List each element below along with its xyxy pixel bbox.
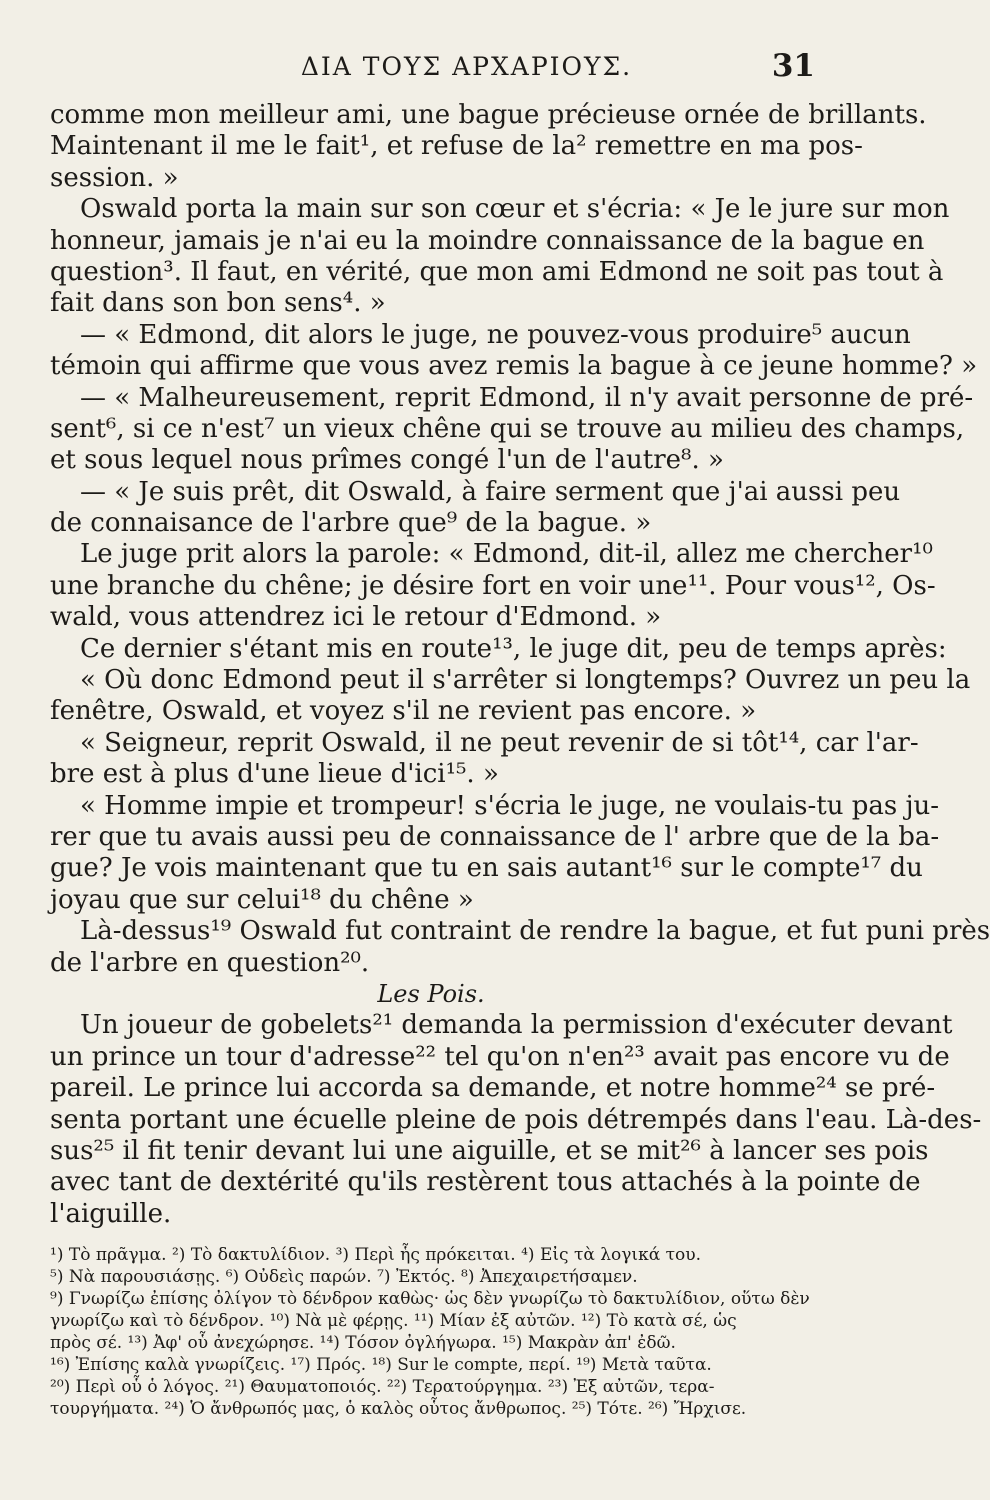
text-line: Oswald porta la main sur son cœur et s'écria: « Je le jure sur mon [80, 194, 950, 225]
text-line: « Où donc Edmond peut il s'arrêter si longtemps? Ouvrez un peu la [80, 665, 971, 696]
text-line: session. » [50, 162, 179, 193]
page-number: 31 [771, 48, 815, 84]
running-title: ΔΙΑ ΤΟΥΣ ΑΡΧΑΡΙΟΥΣ. [300, 52, 633, 81]
footnote-line: ¹) Τὸ πρᾶγμα. ²) Τὸ δακτυλίδιον. ³) Περὶ ἧς πρόκειται. ⁴) Εἰς τὰ λογικά του. [50, 1245, 701, 1265]
section-heading: Les Pois. [377, 979, 485, 1008]
text-line: l'aiguille. [50, 1198, 172, 1229]
footnote-line: τουργήματα. ²⁴) Ὁ ἄνθρωπός μας, ὁ καλὸς οὗτος ἄνθρωπος. ²⁵) Τότε. ²⁶) Ἤρχισε. [50, 1399, 747, 1419]
text-line: rer que tu avais aussi peu de connaissance de l' arbre que de la ba- [50, 821, 940, 852]
footnote-line: ⁹) Γνωρίζω ἐπίσης ὀλίγον τὸ δένδρον καθὼς· ὡς δὲν γνωρίζω τὸ δακτυλίδιον, οὕτω δὲν [50, 1289, 810, 1309]
text-line: — « Je suis prêt, dit Oswald, à faire serment que j'ai aussi peu [80, 476, 901, 507]
text-line: — « Edmond, dit alors le juge, ne pouvez-vous produire⁵ aucun [80, 319, 911, 350]
footnote-line: γνωρίζω καὶ τὸ δένδρον. ¹⁰) Νὰ μὲ φέρῃς. ¹¹) Μίαν ἐξ αὐτῶν. ¹²) Τὸ κατὰ σέ, ὡς [50, 1311, 737, 1331]
text-line: fenêtre, Oswald, et voyez s'il ne revient pas encore. » [50, 696, 757, 727]
text-line: question³. Il faut, en vérité, que mon ami Edmond ne soit pas tout à [50, 256, 944, 287]
footnote-line: ²⁰) Περὶ οὗ ὁ λόγος. ²¹) Θαυματοποιός. ²²) Τερατούργημα. ²³) Ἐξ αὐτῶν, τερα- [50, 1377, 715, 1397]
text-line: bre est à plus d'une lieue d'ici¹⁵. » [50, 759, 499, 790]
text-line: témoin qui affirme que vous avez remis la bague à ce jeune homme? » [50, 351, 978, 382]
text-line: Le juge prit alors la parole: « Edmond, dit-il, allez me chercher¹⁰ [80, 539, 933, 570]
text-line: de connaisance de l'arbre que⁹ de la bague. » [50, 508, 652, 539]
text-line: honneur, jamais je n'ai eu la moindre connaissance de la bague en [50, 225, 925, 256]
text-line: pareil. Le prince lui accorda sa demande, et notre homme²⁴ se pré- [50, 1073, 936, 1104]
text-line: « Seigneur, reprit Oswald, il ne peut revenir de si tôt¹⁴, car l'ar- [80, 727, 919, 758]
page-header [0, 48, 933, 88]
text-line: fait dans son bon sens⁴. » [50, 288, 386, 319]
body-text [50, 100, 990, 1230]
text-line: une branche du chêne; je désire fort en voir une¹¹. Pour vous¹², Os- [50, 570, 936, 601]
text-line: Là-dessus¹⁹ Oswald fut contraint de rendre la bague, et fut puni près [80, 916, 990, 947]
text-line: senta portant une écuelle pleine de pois détrempés dans l'eau. Là-des- [50, 1104, 982, 1135]
text-line: Maintenant il me le fait¹, et refuse de la² remettre en ma pos- [50, 131, 863, 162]
text-line: de l'arbre en question²⁰. [50, 947, 370, 978]
text-line: Un joueur de gobelets²¹ demanda la permission d'exécuter devant [80, 1010, 953, 1041]
footnote-line: ⁵) Νὰ παρουσιάσῃς. ⁶) Οὐδεὶς παρών. ⁷) Ἐκτός. ⁸) Ἀπεχαιρετήσαμεν. [50, 1267, 638, 1287]
text-line: — « Malheureusement, reprit Edmond, il n'y avait personne de pré- [80, 382, 974, 413]
footnotes [50, 1244, 820, 1420]
text-line: Ce dernier s'étant mis en route¹³, le juge dit, peu de temps après: [80, 633, 947, 664]
text-line: comme mon meilleur ami, une bague précieuse ornée de brillants. [50, 100, 927, 130]
text-line: « Homme impie et trompeur! s'écria le juge, ne voulais-tu pas ju- [80, 790, 940, 821]
text-line: gue? Je vois maintenant que tu en sais autant¹⁶ sur le compte¹⁷ du [50, 853, 923, 884]
text-line: sent⁶, si ce n'est⁷ un vieux chêne qui se trouve au milieu des champs, [50, 413, 965, 444]
text-line: joyau que sur celui¹⁸ du chêne » [50, 884, 474, 915]
text-line: wald, vous attendrez ici le retour d'Edmond. » [50, 602, 662, 633]
text-line: un prince un tour d'adresse²² tel qu'on n'en²³ avait pas encore vu de [50, 1041, 950, 1072]
text-line: avec tant de dextérité qu'ils restèrent tous attachés à la pointe de [50, 1167, 921, 1198]
footnote-line: πρὸς σέ. ¹³) Ἀφ' οὗ ἀνεχώρησε. ¹⁴) Τόσον ὀγλήγωρα. ¹⁵) Μακρὰν ἀπ' ἐδῶ. [50, 1333, 676, 1353]
text-line: sus²⁵ il fit tenir devant lui une aiguille, et se mit²⁶ à lancer ses pois [50, 1135, 929, 1166]
footnote-line: ¹⁶) Ἐπίσης καλὰ γνωρίζεις. ¹⁷) Πρός. ¹⁸) Sur le compte, περί. ¹⁹) Μετὰ ταῦτα. [50, 1355, 712, 1375]
text-line: et sous lequel nous prîmes congé l'un de l'autre⁸. » [50, 445, 724, 476]
